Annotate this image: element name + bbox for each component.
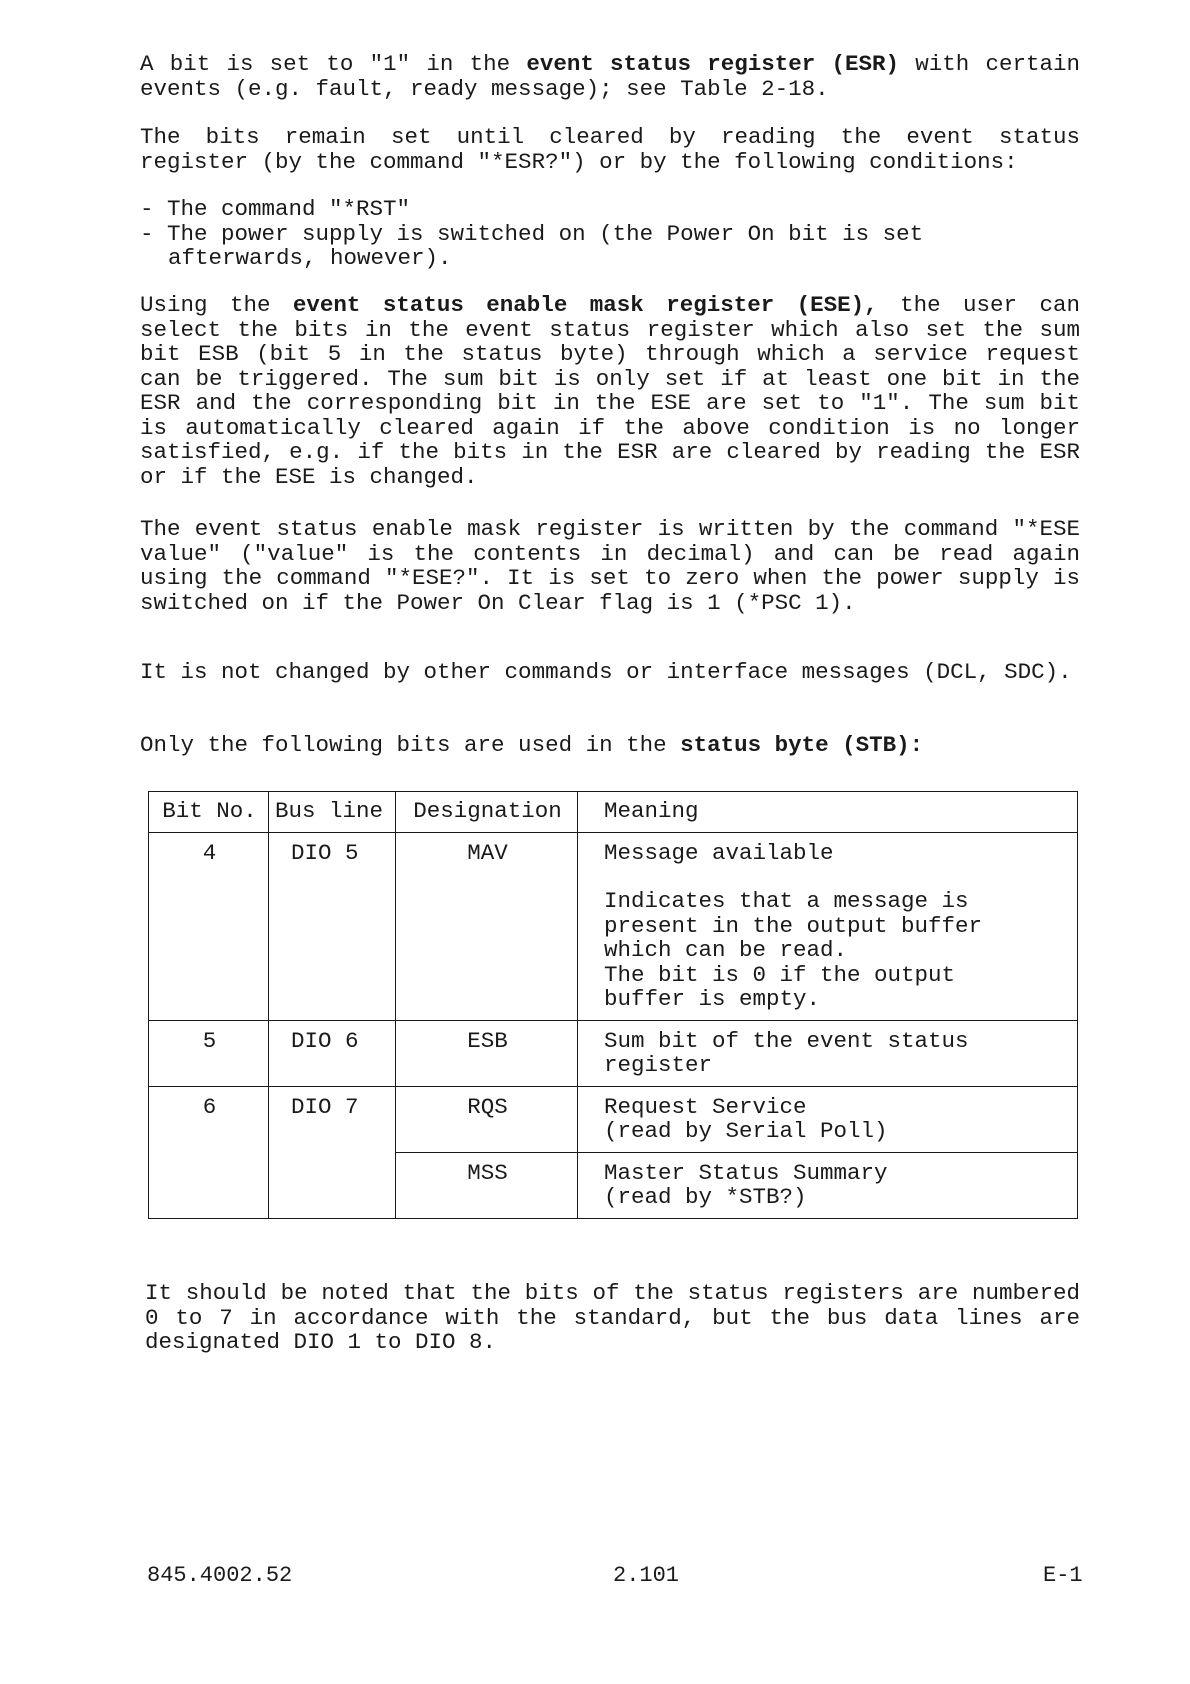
paragraph-ese-command: The event status enable mask register is written by the command "*ESE value" ("value" is the contents in decimal) and can be read again using the command "*ESE?". It is set to zero when the power supply is switched on if the Power On Clear flag is 1 (*PSC 1).: [140, 516, 1080, 616]
status-byte-table: [148, 791, 1078, 1219]
list-item: - The command "*RST": [140, 196, 411, 222]
footer-doc-number: 845.4002.52: [147, 1563, 293, 1588]
list-item: - The power supply is switched on (the Power On bit is set afterwards, however).: [140, 220, 924, 271]
table-row: 4 DIO 5 MAV Message available Indicates that a message is present in the output buffer which can be read. The bit is 0 if the output buffer is empty.: [149, 832, 1078, 1020]
header-bit-no: Bit No.: [149, 792, 269, 833]
term-ese: event status enable mask register (ESE),: [292, 292, 878, 318]
paragraph-status-byte-intro: Only the following bits are used in the status byte (STB):: [140, 732, 924, 758]
paragraph-note: It should be noted that the bits of the status registers are numbered 0 to 7 in accordance with the standard, but the bus data lines are designated DIO 1 to DIO 8.: [145, 1280, 1080, 1355]
paragraph-not-changed: It is not changed by other commands or interface messages (DCL, SDC).: [140, 659, 1072, 685]
term-stb: status byte (STB):: [680, 732, 924, 758]
table-row: 6 DIO 7 RQS Request Service (read by Serial Poll): [149, 1086, 1078, 1152]
conditions-list: [140, 197, 1080, 271]
table-header-row: [149, 792, 1078, 833]
footer-page-number: 2.101: [613, 1563, 680, 1588]
header-meaning: Meaning: [578, 792, 1078, 833]
term-esr: event status register (ESR): [526, 51, 900, 77]
header-designation: Designation: [396, 792, 578, 833]
paragraph-ese: Using the event status enable mask register (ESE), the user can select the bits in the event status register which also set the sum bit ESB (bit 5 in the status byte) through which a service request can be triggered. The sum bit is only set if at least one bit in the ESR and the corresponding bit in the ESE are set to "1". The sum bit is automatically cleared again if the above condition is no longer satisfied, e.g. if the bits in the ESR are cleared by reading the ESR or if the ESE is changed.: [140, 292, 1094, 490]
footer-section: E-1: [1043, 1563, 1083, 1588]
paragraph-bits-remain: The bits remain set until cleared by reading the event status register (by the command "*ESR?") or by the following conditions:: [140, 124, 1080, 175]
paragraph-esr-intro: A bit is set to "1" in the event status register (ESR) with certain events (e.g. fault, ready message); see Table 2-18.: [140, 51, 1094, 102]
table-row: 5 DIO 6 ESB Sum bit of the event status register: [149, 1020, 1078, 1086]
table-row: MSS Master Status Summary (read by *STB?): [149, 1152, 1078, 1218]
header-bus-line: Bus line: [269, 792, 396, 833]
